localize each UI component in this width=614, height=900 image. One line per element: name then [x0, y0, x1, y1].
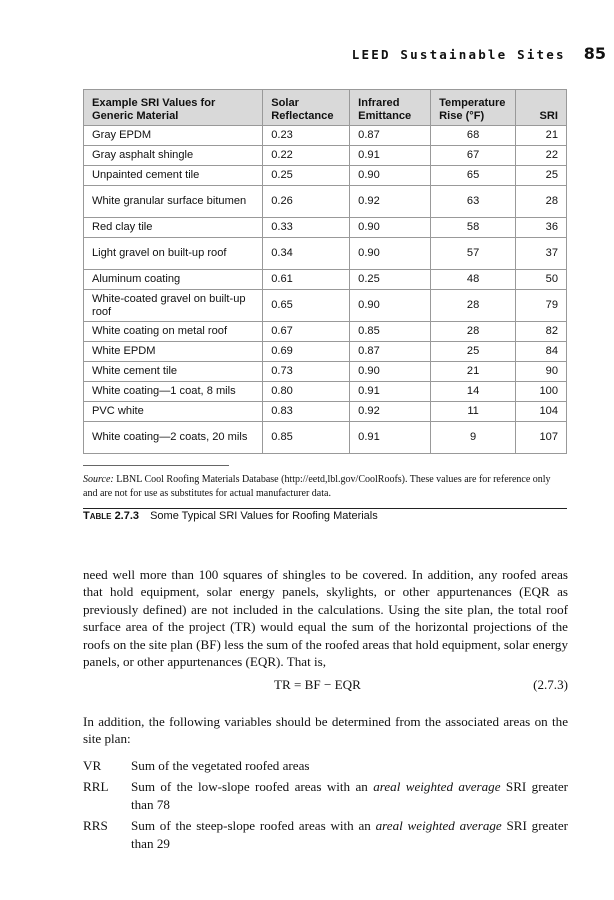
table-cell-material: White-coated gravel on built-up roof	[84, 290, 263, 322]
table-cell-material: White cement tile	[84, 362, 263, 382]
page-number: 85	[583, 44, 606, 63]
table-cell-sri: 104	[516, 402, 567, 422]
column-header-sri: SRI	[516, 90, 567, 126]
table-cell-sri: 37	[516, 238, 567, 270]
table-cell-sri: 79	[516, 290, 567, 322]
variable-description: Sum of the vegetated roofed areas	[131, 758, 310, 773]
table-cell-temp-rise: 21	[431, 362, 516, 382]
variable-description: Sum of the low-slope roofed areas with an areal weighted average SRI greater than 78	[131, 779, 568, 812]
variable-abbreviation: RRS	[83, 818, 108, 834]
table-cell-sri: 21	[516, 126, 567, 146]
table-row	[84, 342, 567, 362]
table-cell-reflectance: 0.26	[263, 186, 350, 218]
table-cell-emittance: 0.91	[350, 422, 431, 454]
table-cell-emittance: 0.92	[350, 402, 431, 422]
table-cell-temp-rise: 58	[431, 218, 516, 238]
table-row	[84, 270, 567, 290]
table-cell-sri: 36	[516, 218, 567, 238]
caption-rule	[83, 508, 567, 509]
table-caption-label: Table	[83, 510, 112, 522]
table-cell-temp-rise: 65	[431, 166, 516, 186]
table-cell-sri: 107	[516, 422, 567, 454]
table-cell-temp-rise: 25	[431, 342, 516, 362]
table-cell-temp-rise: 57	[431, 238, 516, 270]
table-cell-sri: 100	[516, 382, 567, 402]
table-row	[84, 290, 567, 322]
table-row	[84, 218, 567, 238]
table-cell-sri: 50	[516, 270, 567, 290]
table-cell-material: White granular surface bitumen	[84, 186, 263, 218]
table-cell-temp-rise: 9	[431, 422, 516, 454]
table-cell-reflectance: 0.85	[263, 422, 350, 454]
variable-definition	[83, 817, 568, 852]
table-cell-emittance: 0.87	[350, 126, 431, 146]
body-paragraph-2: In addition, the following variables should be determined from the associated areas on the site plan:	[83, 714, 568, 747]
column-header-emittance: Infrared Emittance	[350, 90, 431, 126]
table-cell-reflectance: 0.34	[263, 238, 350, 270]
table-cell-temp-rise: 28	[431, 322, 516, 342]
table-cell-emittance: 0.90	[350, 290, 431, 322]
table-cell-reflectance: 0.23	[263, 126, 350, 146]
table-cell-emittance: 0.91	[350, 146, 431, 166]
table-cell-reflectance: 0.25	[263, 166, 350, 186]
column-header-temperature-rise: Temperature Rise (°F)	[431, 90, 516, 126]
table-cell-material: Aluminum coating	[84, 270, 263, 290]
table-row	[84, 422, 567, 454]
running-title: LEED Sustainable Sites	[351, 47, 566, 62]
table-body	[84, 126, 567, 454]
table-cell-emittance: 0.90	[350, 238, 431, 270]
table-cell-emittance: 0.25	[350, 270, 431, 290]
table-caption-number: 2.7.3	[114, 510, 140, 522]
table-cell-reflectance: 0.80	[263, 382, 350, 402]
table-row	[84, 402, 567, 422]
table-cell-sri: 84	[516, 342, 567, 362]
table-cell-reflectance: 0.65	[263, 290, 350, 322]
table-cell-material: Gray asphalt shingle	[84, 146, 263, 166]
table-cell-emittance: 0.90	[350, 166, 431, 186]
table-source-note: Source: LBNL Cool Roofing Materials Database (http://eetd,lbl.gov/CoolRoofs). These values are for reference only and are not for use as substitutes for actual manufacturer data.	[83, 474, 551, 499]
table-cell-material: PVC white	[84, 402, 263, 422]
table-row	[84, 322, 567, 342]
table-cell-sri: 22	[516, 146, 567, 166]
body-paragraph-1: need well more than 100 squares of shingles to be covered. In addition, any roofed areas that hold equipment, solar energy panels, skylights, or other appurtenances (EQR as previously defined) are not included in the calculations. Using the site plan, the total roof surface area of the project (TR) would equal the sum of the horizontal projections of the roofs on the site plan (BF) less the sum of the roofed areas that hold equipment, solar energy panels, or other appurtenances (EQR). That is,	[83, 567, 568, 670]
equation-number: (2.7.3)	[533, 677, 568, 692]
table-cell-temp-rise: 14	[431, 382, 516, 402]
column-header-material: Example SRI Values for Generic Material	[84, 90, 263, 126]
table-row	[84, 126, 567, 146]
column-header-reflectance: Solar Reflectance	[263, 90, 350, 126]
table-cell-sri: 90	[516, 362, 567, 382]
table-row	[84, 166, 567, 186]
table-header-row	[84, 90, 567, 126]
table-cell-emittance: 0.92	[350, 186, 431, 218]
table-cell-temp-rise: 48	[431, 270, 516, 290]
table-cell-material: Unpainted cement tile	[84, 166, 263, 186]
table-cell-reflectance: 0.83	[263, 402, 350, 422]
table-cell-temp-rise: 11	[431, 402, 516, 422]
running-header	[352, 44, 606, 63]
table-cell-emittance: 0.90	[350, 362, 431, 382]
table-row	[84, 186, 567, 218]
table-cell-emittance: 0.91	[350, 382, 431, 402]
sri-values-table	[83, 89, 567, 454]
table-cell-temp-rise: 28	[431, 290, 516, 322]
table-cell-sri: 82	[516, 322, 567, 342]
table-cell-reflectance: 0.22	[263, 146, 350, 166]
variable-abbreviation: VR	[83, 758, 102, 773]
table-row	[84, 382, 567, 402]
table-cell-emittance: 0.85	[350, 322, 431, 342]
table-cell-reflectance: 0.73	[263, 362, 350, 382]
equation-expression: TR = BF − EQR	[274, 677, 361, 692]
table-cell-material: White coating—1 coat, 8 mils	[84, 382, 263, 402]
table-cell-emittance: 0.87	[350, 342, 431, 362]
table-cell-temp-rise: 68	[431, 126, 516, 146]
table-cell-temp-rise: 67	[431, 146, 516, 166]
table-caption-text: Some Typical SRI Values for Roofing Materials	[150, 510, 378, 522]
table-cell-material: Red clay tile	[84, 218, 263, 238]
table-cell-reflectance: 0.69	[263, 342, 350, 362]
table-cell-reflectance: 0.33	[263, 218, 350, 238]
table-row	[84, 146, 567, 166]
source-rule	[83, 465, 229, 466]
variable-abbreviation: RRL	[83, 779, 109, 795]
table-cell-material: Light gravel on built-up roof	[84, 238, 263, 270]
table-row	[84, 362, 567, 382]
table-cell-reflectance: 0.67	[263, 322, 350, 342]
table-cell-emittance: 0.90	[350, 218, 431, 238]
table-cell-sri: 28	[516, 186, 567, 218]
variable-definition	[83, 778, 568, 813]
table-caption	[83, 510, 378, 522]
table-cell-material: Gray EPDM	[84, 126, 263, 146]
table-cell-material: White coating on metal roof	[84, 322, 263, 342]
table-cell-temp-rise: 63	[431, 186, 516, 218]
table-cell-sri: 25	[516, 166, 567, 186]
variable-description: Sum of the steep-slope roofed areas with an areal weighted average SRI greater than 29	[131, 818, 568, 851]
variable-definitions	[83, 757, 568, 856]
table-cell-reflectance: 0.61	[263, 270, 350, 290]
table-row	[84, 238, 567, 270]
table-cell-material: White EPDM	[84, 342, 263, 362]
table-cell-material: White coating—2 coats, 20 mils	[84, 422, 263, 454]
variable-definition	[83, 757, 568, 774]
